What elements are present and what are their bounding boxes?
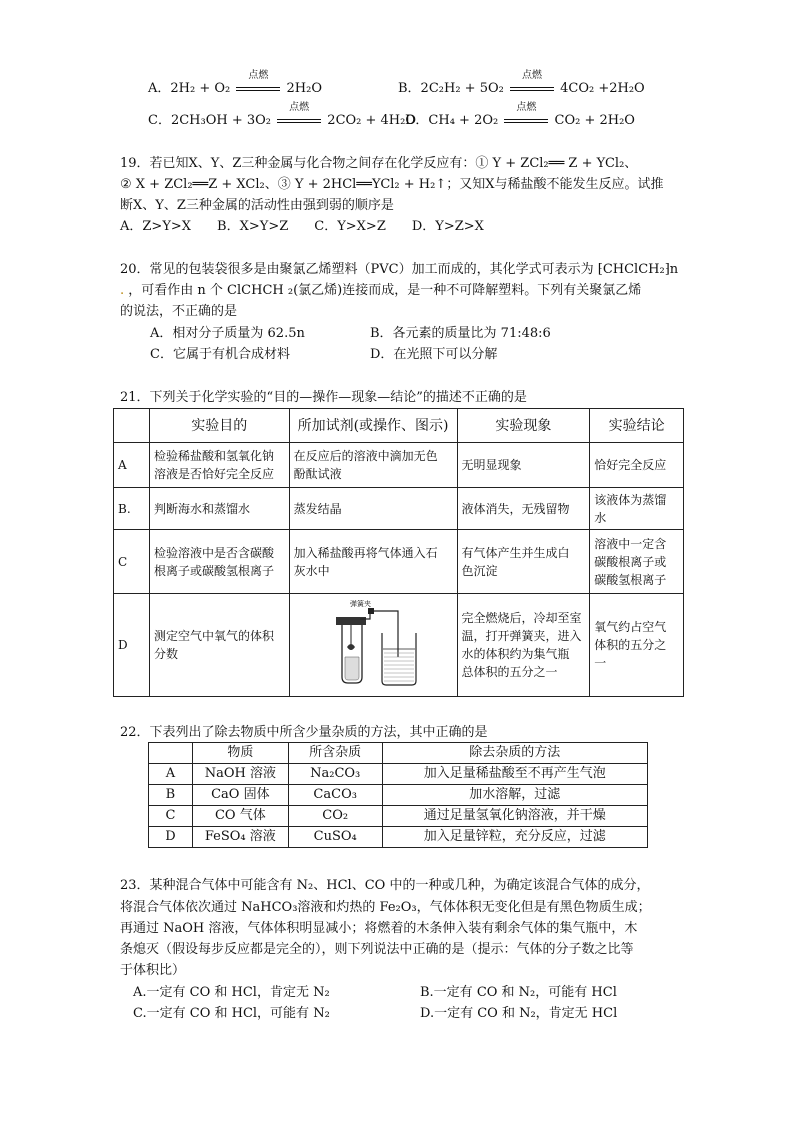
conclusion-cell [590, 594, 684, 697]
table-row [114, 594, 684, 697]
q23-option-d: D.一定有 CO 和 N₂，肯定无 HCl [420, 1006, 618, 1021]
q18-option-b [398, 70, 645, 98]
header-substance: 物质 [192, 743, 288, 764]
impurity-cell: Na₂CO₃ [288, 764, 382, 785]
method-cell: 加入足量稀盐酸至不再产生气泡 [382, 764, 647, 785]
table-row [114, 443, 684, 488]
phenomenon-cell [457, 443, 590, 488]
q22-stem: 22．下表列出了除去物质中所含少量杂质的方法，其中正确的是 [120, 725, 488, 740]
q23-stem-line5: 于体积比） [120, 963, 186, 978]
cell-line: 判断海水和蒸馏水 [153, 501, 250, 516]
header-impurity: 所含杂质 [288, 743, 382, 764]
q20-option-d: D．在光照下可以分解 [370, 347, 498, 362]
conclusion-cell [590, 530, 684, 594]
q20-stem-line2-text: ，可看作由 n 个 ClCHCH ₂(氯乙烯)连接而成，是一种不可降解塑料。下列有关聚氯乙烯 [128, 283, 642, 298]
q18-b-arrow [508, 70, 556, 98]
cell-line: 无明显现象 [461, 458, 522, 472]
cell-line: 分数 [153, 647, 178, 661]
method-cell: 通过足量氢氧化钠溶液，并干燥 [382, 806, 647, 827]
cell-line: 酚酞试液 [293, 467, 342, 481]
cell-line: 溶液中一定含 [594, 536, 667, 551]
q18-c-arrow [275, 102, 323, 130]
cell-line: 碳酸氢根离子 [594, 572, 667, 587]
condition-label: 点燃 [289, 102, 310, 113]
table-row [149, 806, 648, 827]
substance-cell: FeSO₄ 溶液 [192, 827, 288, 848]
q23-stem-line3: 再通过 NaOH 溶液，气体体积明显减小；将燃着的木条伸入装有剩余气体的集气瓶中，木 [120, 921, 638, 936]
apparatus-figure-cell [289, 594, 457, 697]
q22-table [148, 742, 648, 848]
cell-line: 该液体为蒸馏 [594, 492, 667, 507]
q18-option-d [405, 102, 635, 130]
operation-cell [289, 443, 457, 488]
condition-label: 点燃 [521, 70, 542, 81]
row-label: B. [114, 488, 150, 530]
header-conclusion: 实验结论 [590, 409, 684, 443]
cell-line: 根离子或碳酸氢根离子 [153, 563, 274, 578]
row-label: C [114, 530, 150, 594]
q20-option-b: B．各元素的质量比为 71:48:6 [370, 326, 551, 341]
cell-line: 检验稀盐酸和氢氧化钠 [153, 449, 274, 463]
q21-table [113, 408, 684, 697]
q21-stem: 21．下列关于化学实验的“目的—操作—现象—结论”的描述不正确的是 [120, 390, 527, 405]
q19-stem-line1: 19．若已知X、Y、Z三种金属与化合物之间存在化学反应有：① Y + ZCl₂══ Z + YCl₂、 [120, 156, 638, 171]
cell-line: 液体消失，无残留物 [461, 501, 570, 516]
condition-label: 点燃 [248, 70, 269, 81]
q18-b-products: 4CO₂ +2H₂O [560, 81, 645, 96]
q18-d-products: CO₂ + 2H₂O [554, 113, 635, 128]
cell-line: 氧气约占空气 [594, 620, 667, 634]
q23-option-b: B.一定有 CO 和 N₂，可能有 HCl [420, 985, 617, 1000]
cell-line: 水 [594, 510, 607, 525]
table-row [114, 488, 684, 530]
table-header-row [114, 409, 684, 443]
q18-c-reactants: C．2CH₃OH + 3O₂ [148, 113, 272, 128]
impurity-cell: CuSO₄ [288, 827, 382, 848]
cell-line: 水的体积约为集气瓶 [461, 647, 570, 661]
header-operation: 所加试剂(或操作、图示) [289, 409, 457, 443]
operation-cell [289, 530, 457, 594]
cell-line: 灰水中 [293, 563, 330, 578]
substance-cell: CO 气体 [192, 806, 288, 827]
q18-a-reactants: A．2H₂ + O₂ [148, 81, 231, 96]
table-header-row [149, 743, 648, 764]
operation-cell [289, 488, 457, 530]
phenomenon-cell [457, 488, 590, 530]
cell-line: 总体积的五分之一 [461, 665, 558, 679]
q18-c-products: 2CO₂ + 4H₂O [327, 113, 417, 128]
conclusion-cell [590, 488, 684, 530]
cell-line: 恰好完全反应 [594, 458, 667, 472]
header-purpose: 实验目的 [149, 409, 289, 443]
condition-label: 点燃 [516, 102, 537, 113]
q20-stem-line2 [120, 282, 641, 300]
substance-cell: NaOH 溶液 [192, 764, 288, 785]
table-row [149, 785, 648, 806]
q23-stem-line1: 23．某种混合气体中可能含有 N₂、HCl、CO 中的一种或几种，为确定该混合气体的成分， [120, 878, 650, 893]
cell-line: 碳酸根离子或 [594, 554, 667, 569]
purpose-cell [149, 488, 289, 530]
purpose-cell [149, 594, 289, 697]
cell-line: 测定空气中氧气的体积 [153, 629, 274, 643]
spring-clip-label: 弹簧夹 [350, 599, 372, 608]
cell-line: 体积的五分之 [594, 638, 667, 652]
method-cell: 加入足量锌粒，充分反应，过滤 [382, 827, 647, 848]
q23-option-a: A.一定有 CO 和 HCl，肯定无 N₂ [133, 985, 330, 1000]
stopper-icon [336, 617, 366, 625]
q18-d-reactants: D．CH₄ + 2O₂ [405, 113, 499, 128]
phenomenon-cell [457, 594, 590, 697]
q20-stem-line3: 的说法，不正确的是 [120, 304, 238, 319]
row-label: C [149, 806, 193, 827]
purpose-cell [149, 443, 289, 488]
q20-option-a: A．相对分子质量为 62.5n [150, 326, 305, 341]
q18-option-a [148, 70, 322, 98]
cell-line: 温，打开弹簧夹，进入 [461, 629, 582, 643]
q20-stem-line1: 20．常见的包装袋很多是由聚氯乙烯塑料（PVC）加工而成的，其化学式可表示为 ⁅CHClCH₂⁆n [120, 262, 679, 277]
q18-a-products: 2H₂O [286, 81, 322, 96]
cell-line: 溶液是否恰好完全反应 [153, 467, 274, 481]
impurity-cell: CaCO₃ [288, 785, 382, 806]
row-label: A [114, 443, 150, 488]
q19-stem-line2: ② X + ZCl₂══Z + XCl₂、③ Y + 2HCl══YCl₂ + H₂↑；又知X与稀盐酸不能发生反应。试推 [120, 177, 664, 192]
row-label: D [114, 594, 150, 697]
header-blank [114, 409, 150, 443]
q19-options: A．Z>Y>X B．X>Y>Z C．Y>X>Z D．Y>Z>X [120, 219, 484, 234]
q23-stem-line4: 条熄灭（假设每步反应都是完全的），则下列说法中正确的是（提示：气体的分子数之比等 [120, 942, 634, 957]
cell-line: 加入稀盐酸再将气体通入石 [293, 545, 438, 560]
cell-line: 在反应后的溶液中滴加无色 [293, 449, 438, 463]
q18-d-arrow [502, 102, 550, 130]
burning-spoon-icon [347, 644, 355, 650]
header-method: 除去杂质的方法 [382, 743, 647, 764]
header-blank [149, 743, 193, 764]
cell-line: 检验溶液中是否含碳酸 [153, 545, 274, 560]
header-phenomenon: 实验现象 [457, 409, 590, 443]
row-label: A [149, 764, 193, 785]
table-row [114, 530, 684, 594]
cell-line: 色沉淀 [461, 563, 498, 578]
q18-option-c [148, 102, 417, 130]
table-row [149, 827, 648, 848]
apparatus-figure [298, 597, 448, 689]
marker-dot: . [120, 283, 125, 298]
row-label: D [149, 827, 193, 848]
q18-b-reactants: B．2C₂H₂ + 5O₂ [398, 81, 504, 96]
q20-option-c: C．它属于有机合成材料 [150, 347, 290, 362]
cell-line: 蒸发结晶 [293, 501, 342, 516]
method-cell: 加水溶解，过滤 [382, 785, 647, 806]
spring-clip-icon [368, 608, 374, 614]
q19-stem-line3: 断X、Y、Z三种金属的活动性由强到弱的顺序是 [120, 198, 394, 213]
impurity-cell: CO₂ [288, 806, 382, 827]
phenomenon-cell [457, 530, 590, 594]
q18-a-arrow [234, 70, 282, 98]
cell-line: 一 [594, 656, 607, 670]
purpose-cell [149, 530, 289, 594]
substance-cell: CaO 固体 [192, 785, 288, 806]
q23-stem-line2: 将混合气体依次通过 NaHCO₃溶液和灼热的 Fe₂O₃，气体体积无变化但是有黑色物质生成； [120, 900, 651, 915]
table-row [149, 764, 648, 785]
cell-line: 有气体产生并生成白 [461, 545, 570, 560]
conclusion-cell [590, 443, 684, 488]
row-label: B [149, 785, 193, 806]
cell-line: 完全燃烧后，冷却至室 [461, 611, 582, 625]
q23-option-c: C.一定有 CO 和 HCl，可能有 N₂ [133, 1006, 330, 1021]
